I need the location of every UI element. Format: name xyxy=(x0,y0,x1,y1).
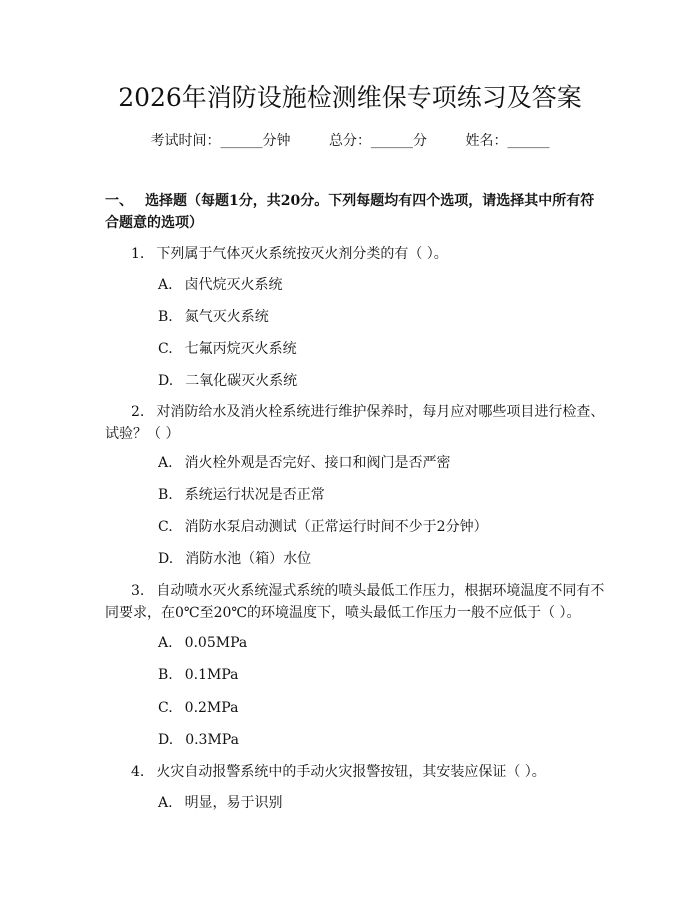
option-text: 系统运行状况是否正常 xyxy=(184,487,325,503)
question-3-option-b xyxy=(158,665,239,685)
question-2-option-b xyxy=(158,485,325,505)
total-score-field: 总分：______分 xyxy=(329,133,427,149)
question-text: 下列属于气体灭火系统按灭火剂分类的有（ ）。 xyxy=(156,246,448,262)
section-heading xyxy=(105,190,597,234)
option-text: 0.2MPa xyxy=(184,700,239,716)
option-text: 消防水池（箱）水位 xyxy=(185,551,312,567)
question-text: 对消防给水及消火栓系统进行维护保养时，每月应对哪些项目进行检查、试验？（ ） xyxy=(105,404,605,442)
option-text: 七氟丙烷灭火系统 xyxy=(184,341,297,357)
option-text: 0.05MPa xyxy=(184,635,248,651)
question-1-option-c xyxy=(158,339,297,359)
option-text: 氮气灭火系统 xyxy=(184,309,269,325)
option-letter: D. xyxy=(158,551,174,567)
question-number: 4. xyxy=(131,764,145,780)
option-letter: C. xyxy=(158,341,173,357)
question-3-option-c xyxy=(158,698,238,718)
question-1-option-d xyxy=(158,371,297,391)
option-text: 消火栓外观是否完好、接口和阀门是否严密 xyxy=(184,455,451,471)
exam-time-field: 考试时间：______分钟 xyxy=(150,133,291,149)
question-1 xyxy=(105,243,605,265)
option-letter: B. xyxy=(158,667,173,683)
question-2-option-a xyxy=(158,453,451,473)
option-text: 明显，易于识别 xyxy=(184,795,283,811)
section-text: 选择题（每题1分，共20分。下列每题均有四个选项，请选择其中所有符合题意的选项） xyxy=(105,193,595,231)
option-letter: A. xyxy=(158,795,173,811)
option-letter: B. xyxy=(158,487,173,503)
question-2-option-c xyxy=(158,517,488,537)
option-letter: A. xyxy=(158,455,173,471)
question-4 xyxy=(105,761,605,783)
question-number: 2. xyxy=(131,404,145,420)
option-letter: A. xyxy=(158,277,173,293)
question-3-option-d xyxy=(158,730,239,750)
question-number: 1. xyxy=(131,246,145,262)
option-text: 0.1MPa xyxy=(184,667,239,683)
option-letter: D. xyxy=(158,373,174,389)
page-title: 2026年消防设施检测维保专项练习及答案 xyxy=(118,83,582,112)
question-text: 自动喷水灭火系统湿式系统的喷头最低工作压力，根据环境温度不同有不同要求，在0℃至20℃的环境温度下，喷头最低工作压力一般不应低于（ ）。 xyxy=(105,583,605,621)
name-field: 姓名：______ xyxy=(465,133,550,149)
question-1-option-a xyxy=(158,275,283,295)
question-text: 火灾自动报警系统中的手动火灾报警按钮，其安装应保证（ ）。 xyxy=(156,764,546,780)
option-letter: A. xyxy=(158,635,173,651)
question-2 xyxy=(105,401,605,445)
option-text: 卤代烷灭火系统 xyxy=(184,277,283,293)
option-text: 消防水泵启动测试（正常运行时间不少于2分钟） xyxy=(184,519,488,535)
question-number: 3. xyxy=(131,583,145,599)
option-letter: C. xyxy=(158,519,173,535)
question-3-option-a xyxy=(158,633,247,653)
option-text: 0.3MPa xyxy=(185,732,239,748)
section-number: 一、 xyxy=(105,193,133,209)
option-letter: D. xyxy=(158,732,174,748)
question-2-option-d xyxy=(158,549,311,569)
question-4-option-a xyxy=(158,793,283,813)
question-1-option-b xyxy=(158,307,269,327)
exam-meta xyxy=(0,131,700,151)
option-letter: B. xyxy=(158,309,173,325)
option-letter: C. xyxy=(158,700,173,716)
option-text: 二氧化碳灭火系统 xyxy=(185,373,298,389)
question-3 xyxy=(105,580,605,624)
